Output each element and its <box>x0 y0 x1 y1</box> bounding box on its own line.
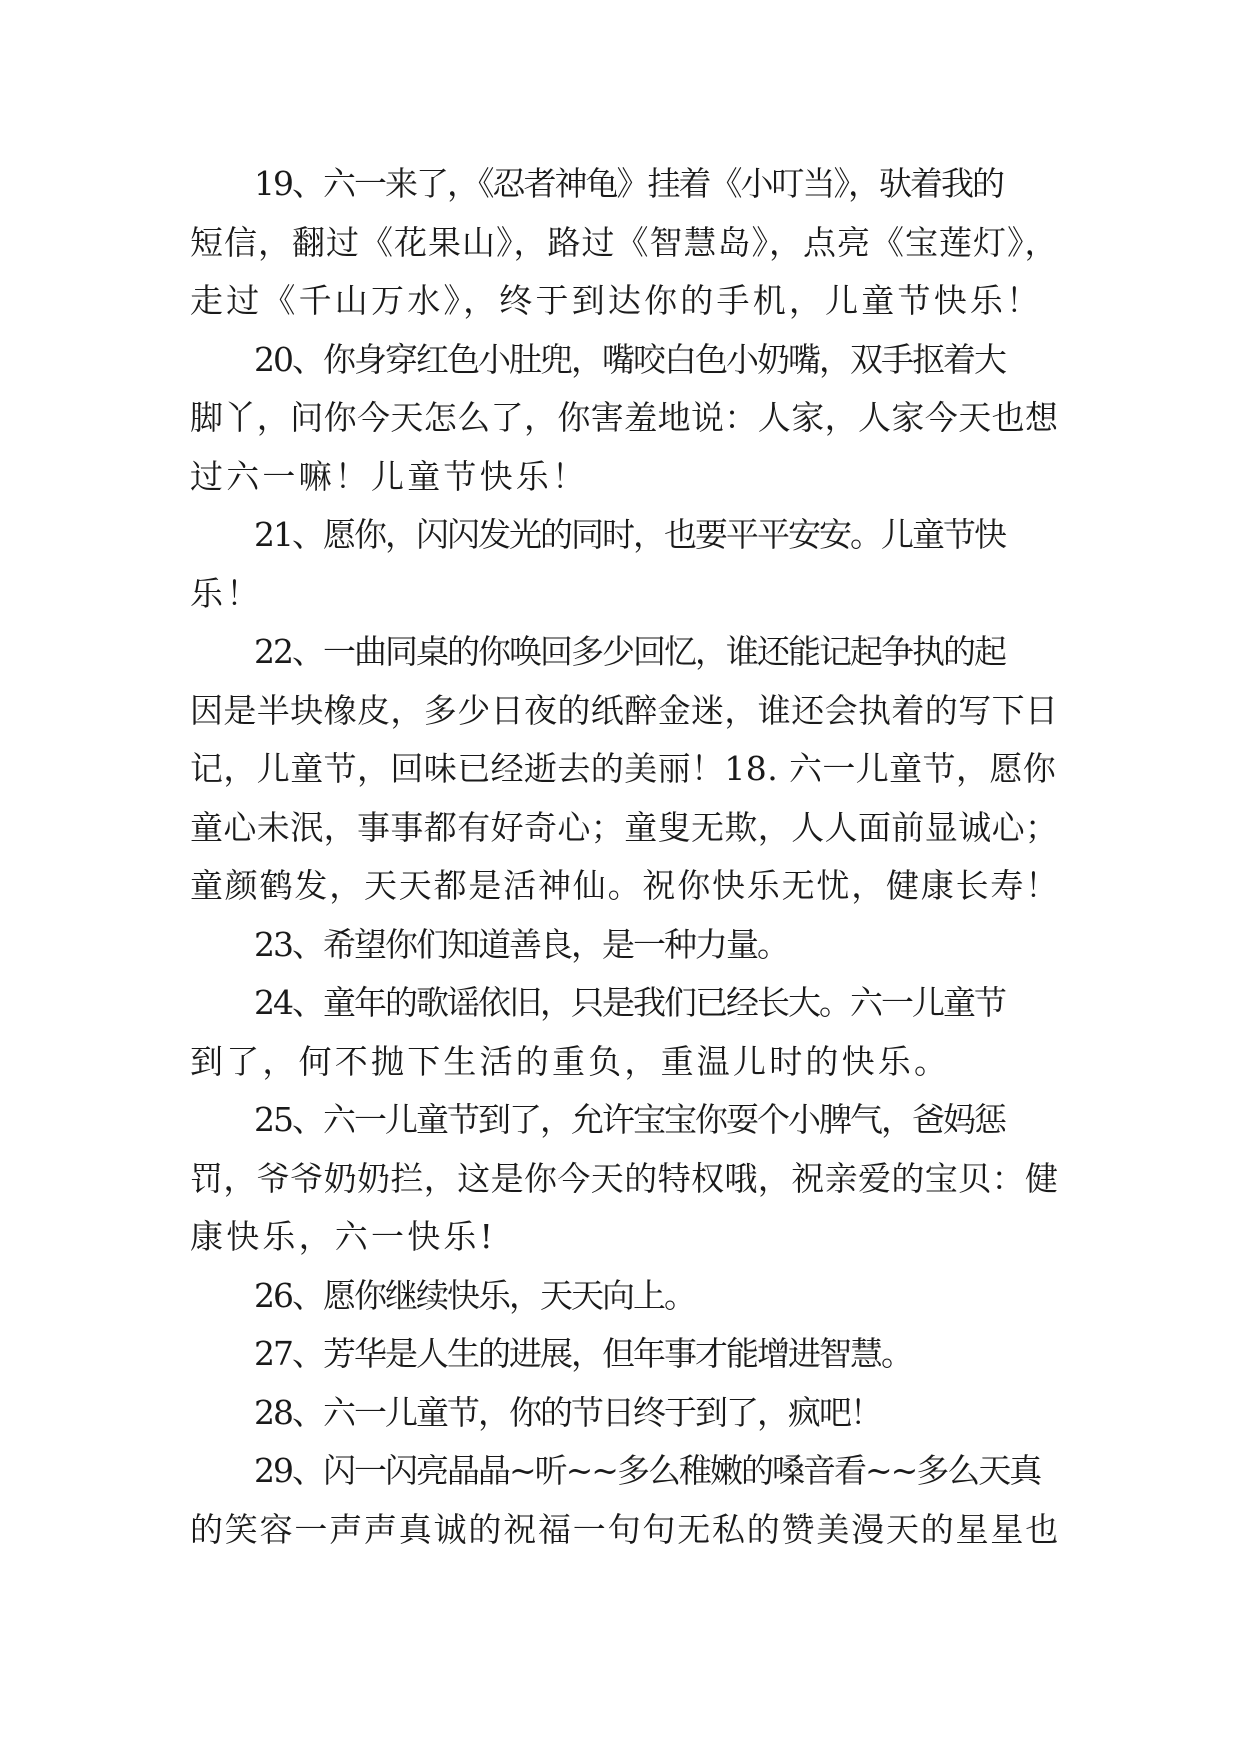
paragraph-26 <box>190 1267 1060 1326</box>
paragraph-27 <box>190 1325 1060 1384</box>
text-line: 过六一嘛！儿童节快乐！ <box>190 456 589 496</box>
text-line: 27、芳华是人生的进展，但年事才能增进智慧。 <box>254 1334 912 1373</box>
text-line: 25、六一儿童节到了，允许宝宝你耍个小脾气，爸妈惩 <box>254 1100 1005 1139</box>
text-line: 29、闪一闪亮晶晶~听~~多么稚嫩的嗓音看~~多么天真 <box>254 1451 1041 1490</box>
text-line: 罚，爷爷奶奶拦，这是你今天的特权哦，祝亲爱的宝贝：健 <box>190 1158 1059 1198</box>
paragraph-23 <box>190 916 1060 975</box>
text-line: 走过《千山万水》，终于到达你的手机，儿童节快乐！ <box>190 281 1043 320</box>
text-line: 21、愿你，闪闪发光的同时，也要平平安安。儿童节快 <box>254 515 1005 554</box>
text-line: 20、你身穿红色小肚兜，嘴咬白色小奶嘴，双手抠着大 <box>254 339 1005 379</box>
text-line: 28、六一儿童节，你的节日终于到了，疯吧！ <box>254 1392 881 1432</box>
text-line: 24、童年的歌谣依旧，只是我们已经长大。六一儿童节 <box>254 983 1005 1022</box>
text-line: 的笑容一声声真诚的祝福一句句无私的赞美漫天的星星也 <box>190 1509 1060 1549</box>
text-line: 到了，何不抛下生活的重负，重温儿时的快乐。 <box>190 1041 951 1081</box>
text-line: 童颜鹤发，天天都是活神仙。祝你快乐无忧，健康长寿！ <box>190 866 1060 905</box>
text-line: 19、六一来了，《忍者神龟》挂着《小叮当》，驮着我的 <box>254 164 1003 203</box>
text-line: 22、一曲同桌的你唤回多少回忆，谁还能记起争执的起 <box>254 632 1005 671</box>
paragraph-28 <box>190 1384 1060 1443</box>
paragraph-21 <box>190 506 1060 623</box>
paragraph-19 <box>190 155 1060 331</box>
text-line: 23、希望你们知道善良，是一种力量。 <box>254 924 788 964</box>
text-line: 康快乐，六一快乐! <box>190 1217 497 1256</box>
paragraph-24 <box>190 974 1060 1091</box>
text-line: 短信，翻过《花果山》，路过《智慧岛》，点亮《宝莲灯》， <box>190 222 1059 262</box>
paragraph-20 <box>190 331 1060 507</box>
paragraph-25 <box>190 1091 1060 1267</box>
text-line: 记，儿童节，回味已经逝去的美丽！18. 六一儿童节，愿你 <box>190 749 1057 788</box>
text-line: 26、愿你继续快乐，天天向上。 <box>254 1275 695 1315</box>
text-line: 童心未泯，事事都有好奇心；童叟无欺，人人面前显诚心； <box>190 807 1059 847</box>
text-line: 脚丫，问你今天怎么了，你害羞地说：人家，人家今天也想 <box>190 398 1059 437</box>
document-body <box>190 155 1060 1559</box>
text-line: 乐！ <box>190 573 263 613</box>
paragraph-22 <box>190 623 1060 916</box>
text-line: 因是半块橡皮，多少日夜的纸醉金迷，谁还会执着的写下日 <box>190 690 1059 730</box>
paragraph-29 <box>190 1442 1060 1559</box>
